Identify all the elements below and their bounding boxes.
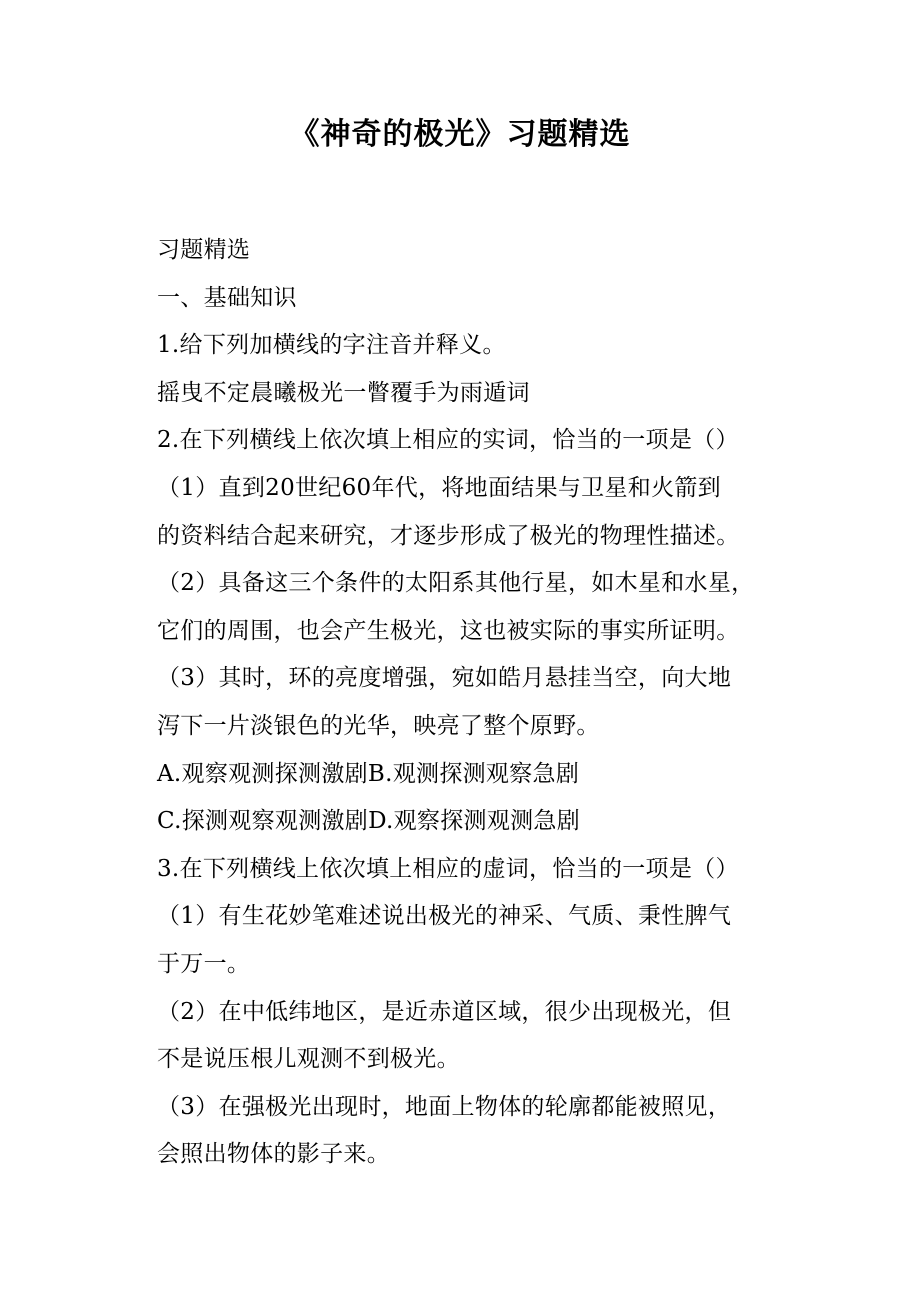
question-2-item-3-line-2: 泻下一片淡银色的光华，映亮了整个原野。 — [157, 712, 600, 739]
question-2-item-1-line-2: 的资料结合起来研究，才逐步形成了极光的物理性描述。 — [157, 522, 740, 549]
question-2-options-cd: C.探测观察观测激剧D.观察探测观测急剧 — [157, 808, 581, 835]
document-body — [157, 227, 767, 1179]
section-heading: 习题精选 — [157, 237, 251, 263]
question-3-item-1-line-1: （1）有生花妙笔难述说出极光的神采、气质、秉性脾气 — [157, 903, 732, 930]
question-2-item-1-line-1: （1）直到20世纪60年代，将地面结果与卫星和火箭到 — [157, 474, 721, 501]
question-3-item-2-line-1: （2）在中低纬地区，是近赤道区域，很少出现极光，但 — [157, 998, 732, 1025]
question-3: 3.在下列横线上依次填上相应的虚词，恰当的一项是（） — [157, 855, 739, 882]
question-3-item-2-line-2: 不是说压根儿观测不到极光。 — [157, 1046, 460, 1073]
question-3-item-3-line-2: 会照出物体的影子来。 — [157, 1141, 390, 1168]
document-title: 《神奇的极光》习题精选 — [289, 117, 631, 152]
question-3-item-3-line-1: （3）在强极光出现时，地面上物体的轮廓都能被照见， — [157, 1093, 732, 1120]
question-1-words: 摇曳不定晨曦极光一瞥覆手为雨遁词 — [157, 379, 530, 406]
question-2-options-ab: A.观察观测探测激剧B.观测探测观察急剧 — [157, 760, 580, 787]
question-2-item-2-line-1: （2）具备这三个条件的太阳系其他行星，如木星和水星， — [157, 570, 755, 597]
question-1: 1.给下列加横线的字注音并释义。 — [157, 332, 506, 359]
question-2-item-2-line-2: 它们的周围，也会产生极光，这也被实际的事实所证明。 — [157, 617, 740, 644]
question-2: 2.在下列横线上依次填上相应的实词，恰当的一项是（） — [157, 427, 739, 454]
question-3-item-1-line-2: 于万一。 — [157, 950, 251, 977]
subsection-heading: 一、基础知识 — [157, 284, 297, 311]
question-2-item-3-line-1: （3）其时，环的亮度增强，宛如皓月悬挂当空，向大地 — [157, 665, 732, 692]
